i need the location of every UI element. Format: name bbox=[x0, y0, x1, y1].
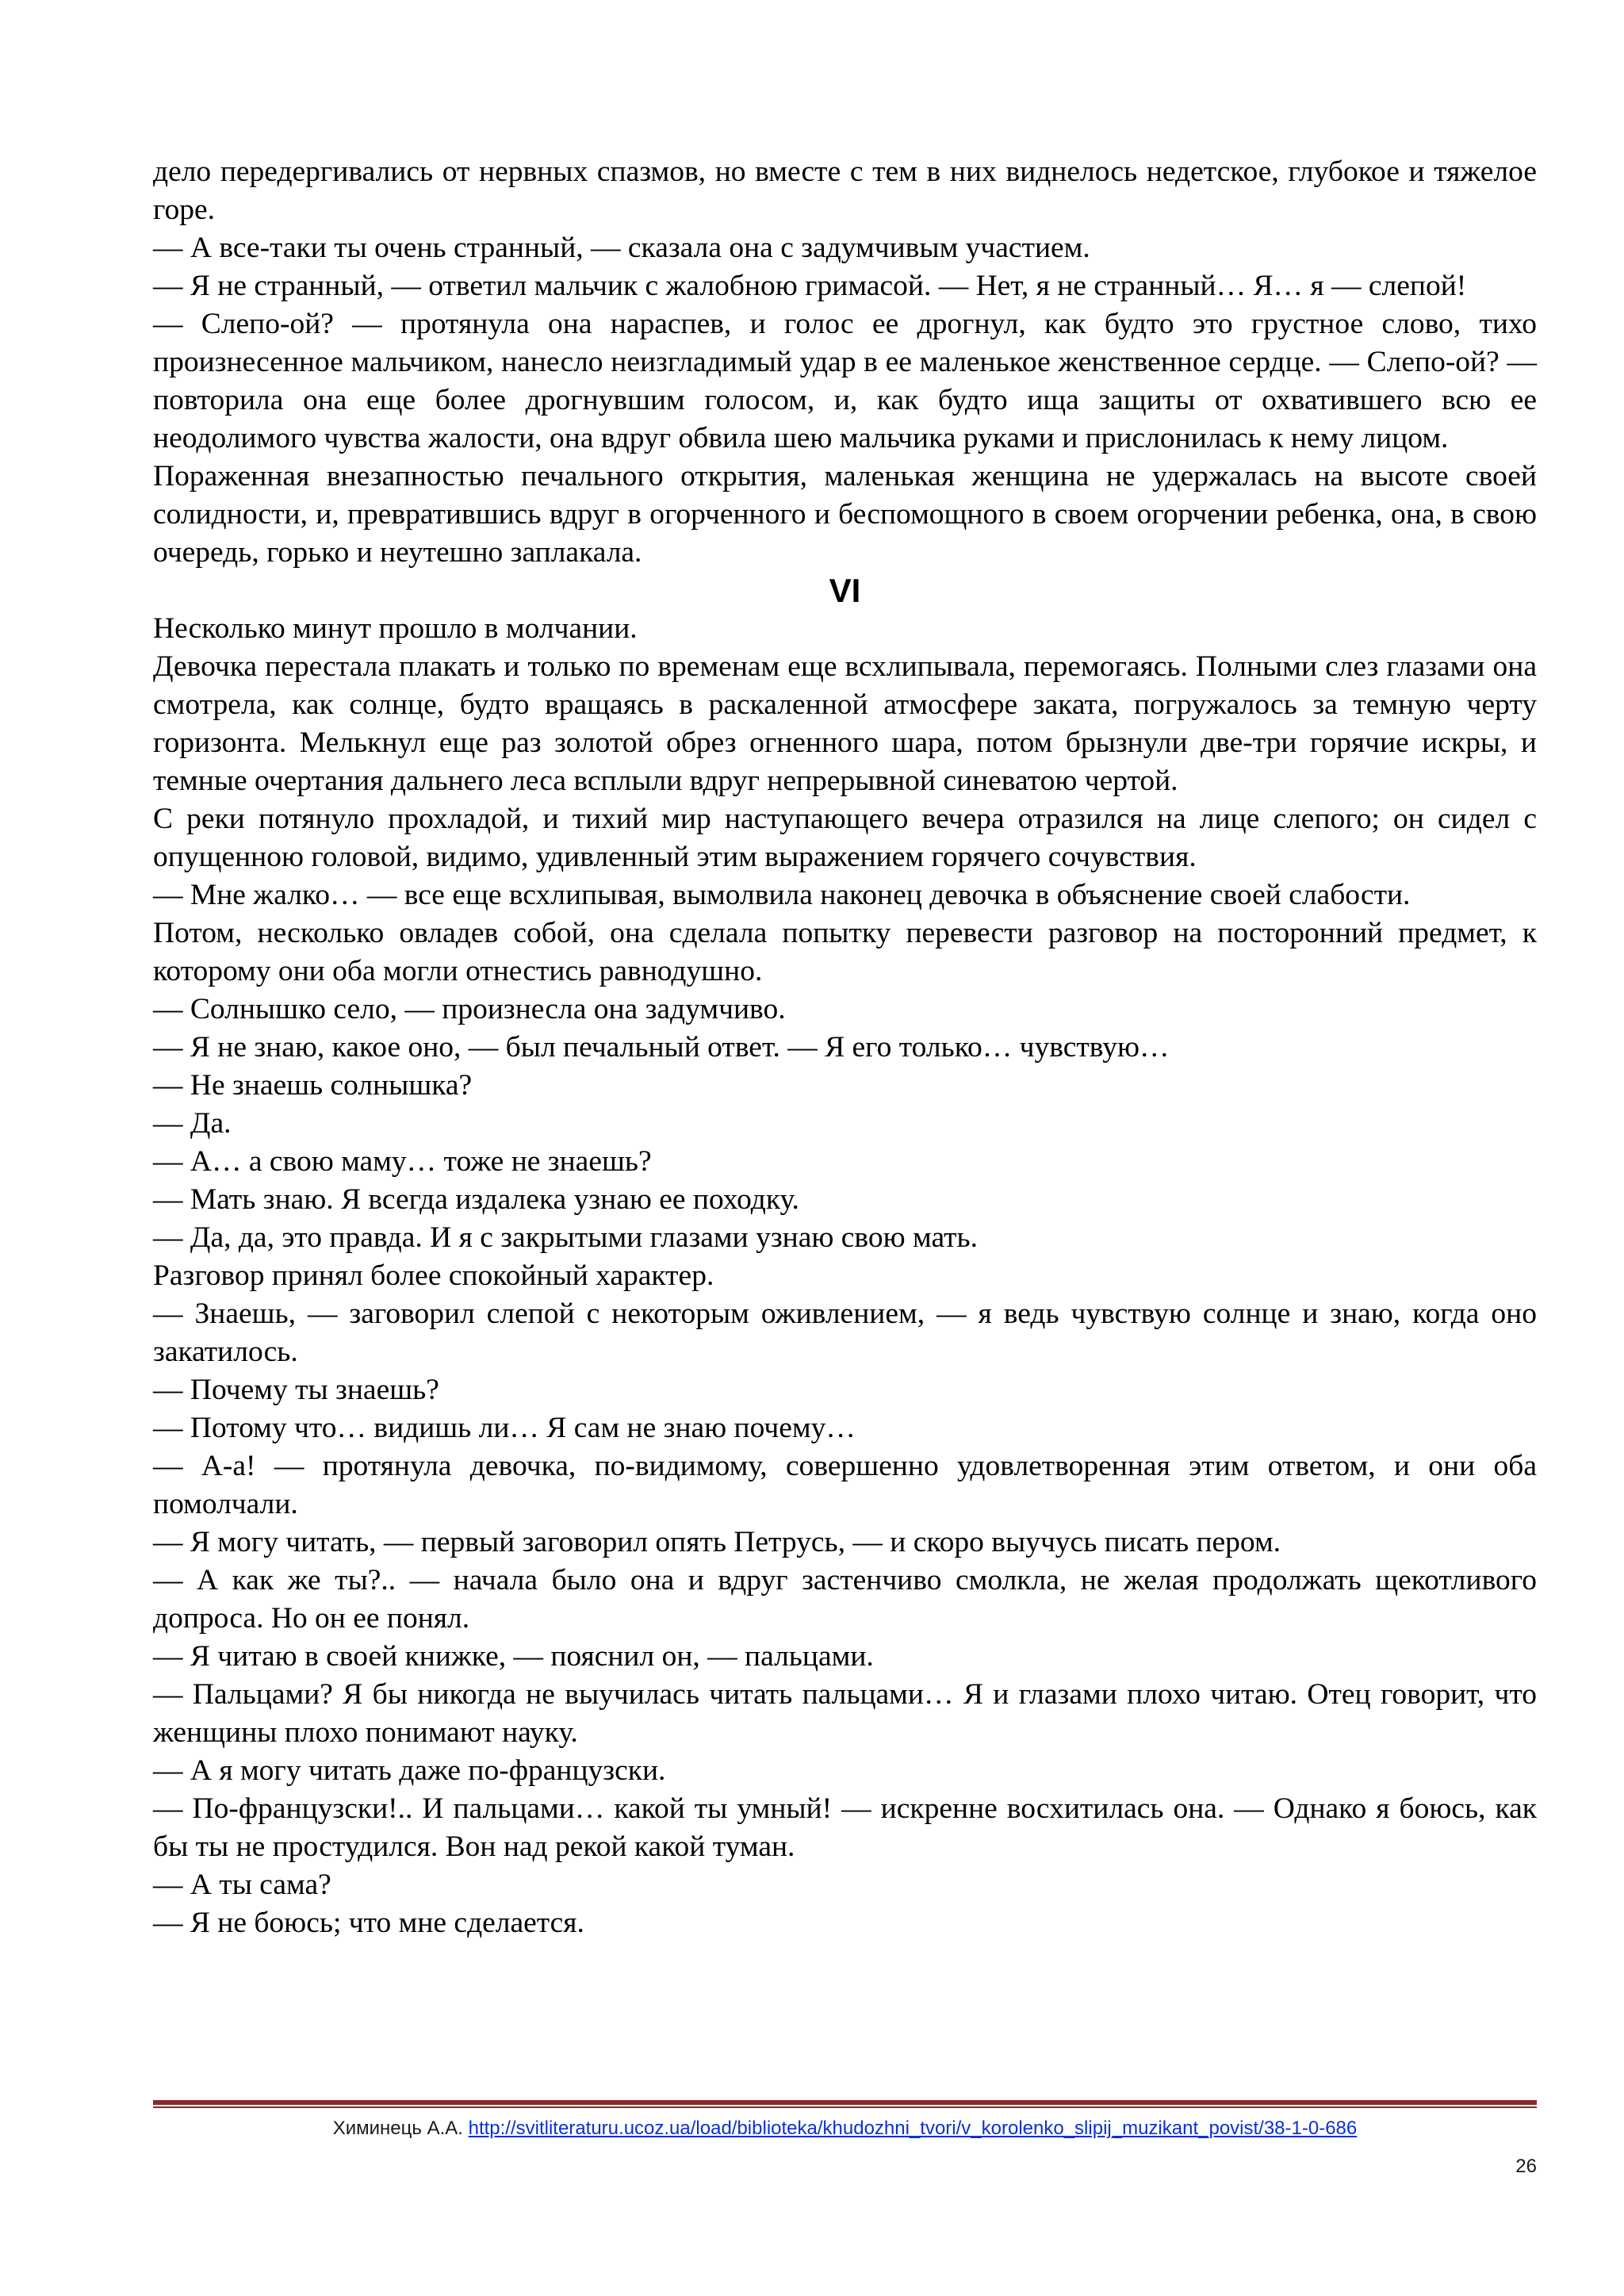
paragraph: Потом, несколько овладев собой, она сделала попытку перевести разговор на посторонний предмет, к которому они оба могли отнестись равнодушно. bbox=[153, 917, 1537, 987]
footer-source-link[interactable]: http://svitliteraturu.ucoz.ua/load/biblioteka/khudozhni_tvori/v_korolenko_slipij_muzikant_povist/38-1-0-686 bbox=[468, 2118, 1358, 2139]
paragraph: — Я не знаю, какое оно, — был печальный ответ. — Я его только… чувствую… bbox=[153, 1031, 1170, 1064]
paragraph: С реки потянуло прохладой, и тихий мир наступающего вечера отразился на лице слепого; он сидел с опущенною головой, видимо, удивленный этим выражением горячего сочувствия. bbox=[153, 803, 1537, 873]
footer-divider-thin bbox=[153, 2106, 1537, 2108]
document-body bbox=[153, 153, 1537, 1942]
paragraph: — Не знаешь солнышка? bbox=[153, 1069, 473, 1102]
paragraph: — А я могу читать даже по-французски. bbox=[153, 1754, 666, 1787]
paragraph: — Да, да, это правда. И я с закрытыми глазами узнаю свою мать. bbox=[153, 1221, 979, 1254]
paragraph: — Слепо-ой? — протянула она нараспев, и голос ее дрогнул, как будто это грустное слово, тихо произнесенное мальчиком, нанесло неизгладимый удар в ее маленькое женственное сердце. — Слепо-ой? — повторила она еще более дрогнувшим голосом, и, как будто ища защиты от охватившего всю ее неодолимого чувства жалости, она вдруг обвила шею мальчика руками и прислонилась к нему лицом. bbox=[153, 308, 1537, 454]
paragraph: — А-а! — протянула девочка, по-видимому, совершенно удовлетворенная этим ответом, и они оба помолчали. bbox=[153, 1450, 1537, 1520]
paragraph: — Я не странный, — ответил мальчик с жалобною гримасой. — Нет, я не странный… Я… я — слепой! bbox=[153, 270, 1467, 302]
paragraph: — Мать знаю. Я всегда издалека узнаю ее походку. bbox=[153, 1183, 799, 1216]
paragraph: Девочка перестала плакать и только по временам еще всхлипывала, перемогаясь. Полными слез глазами она смотрела, как солнце, будто вращаясь в раскаленной атмосфере заката, погружалось за темную черту горизонта. Мелькнул еще раз золотой обрез огненного шара, потом брызнули две-три горячие искры, и темные очертания дальнего леса всплыли вдруг непрерывной синеватою чертой. bbox=[153, 650, 1537, 797]
paragraph: — А как же ты?.. — начала было она и вдруг застенчиво смолкла, не желая продолжать щекотливого допроса. Но он ее понял. bbox=[153, 1564, 1537, 1635]
paragraph: Разговор принял более спокойный характер. bbox=[153, 1259, 714, 1292]
paragraph: — Я могу читать, — первый заговорил опять Петрусь, — и скоро выучусь писать пером. bbox=[153, 1526, 1281, 1558]
paragraph: дело передергивались от нервных спазмов, но вместе с тем в них виднелось недетское, глубокое и тяжелое горе. bbox=[153, 155, 1537, 226]
footer-author: Химинець А.А. bbox=[332, 2118, 463, 2139]
chapter-heading: VI bbox=[829, 572, 861, 609]
paragraph: — Знаешь, — заговорил слепой с некоторым оживлением, — я ведь чувствую солнце и знаю, когда оно закатилось. bbox=[153, 1297, 1537, 1368]
paragraph: — Да. bbox=[153, 1107, 232, 1140]
footer bbox=[153, 2117, 1537, 2141]
paragraph: — Я не боюсь; что мне сделается. bbox=[153, 1907, 584, 1939]
paragraph: — Солнышко село, — произнесла она задумчиво. bbox=[153, 993, 786, 1025]
paragraph: — Пальцами? Я бы никогда не выучилась читать пальцами… Я и глазами плохо читаю. Отец говорит, что женщины плохо понимают науку. bbox=[153, 1678, 1537, 1749]
paragraph: — А… а свою маму… тоже не знаешь? bbox=[153, 1145, 652, 1178]
paragraph: Пораженная внезапностью печального открытия, маленькая женщина не удержалась на высоте своей солидности, и, превратившись вдруг в огорченного и беспомощного в своем огорчении ребенка, она, в свою очередь, горько и неутешно заплакала. bbox=[153, 460, 1537, 569]
paragraph: — Потому что… видишь ли… Я сам не знаю почему… bbox=[153, 1412, 856, 1444]
paragraph: — А ты сама? bbox=[153, 1869, 331, 1901]
paragraph: — А все-таки ты очень странный, — сказала она с задумчивым участием. bbox=[153, 232, 1090, 264]
paragraph: — Я читаю в своей книжке, — пояснил он, — пальцами. bbox=[153, 1640, 874, 1673]
paragraph: Несколько минут прошло в молчании. bbox=[153, 612, 638, 645]
footer-divider bbox=[153, 2100, 1537, 2108]
page-number: 26 bbox=[1515, 2156, 1537, 2177]
paragraph: — По-французски!.. И пальцами… какой ты умный! — искренне восхитилась она. — Однако я боюсь, как бы ты не простудился. Вон над рекой какой туман. bbox=[153, 1792, 1537, 1863]
paragraph: — Почему ты знаешь? bbox=[153, 1374, 439, 1406]
paragraph: — Мне жалко… — все еще всхлипывая, вымолвила наконец девочка в объяснение своей слабости. bbox=[153, 879, 1411, 911]
